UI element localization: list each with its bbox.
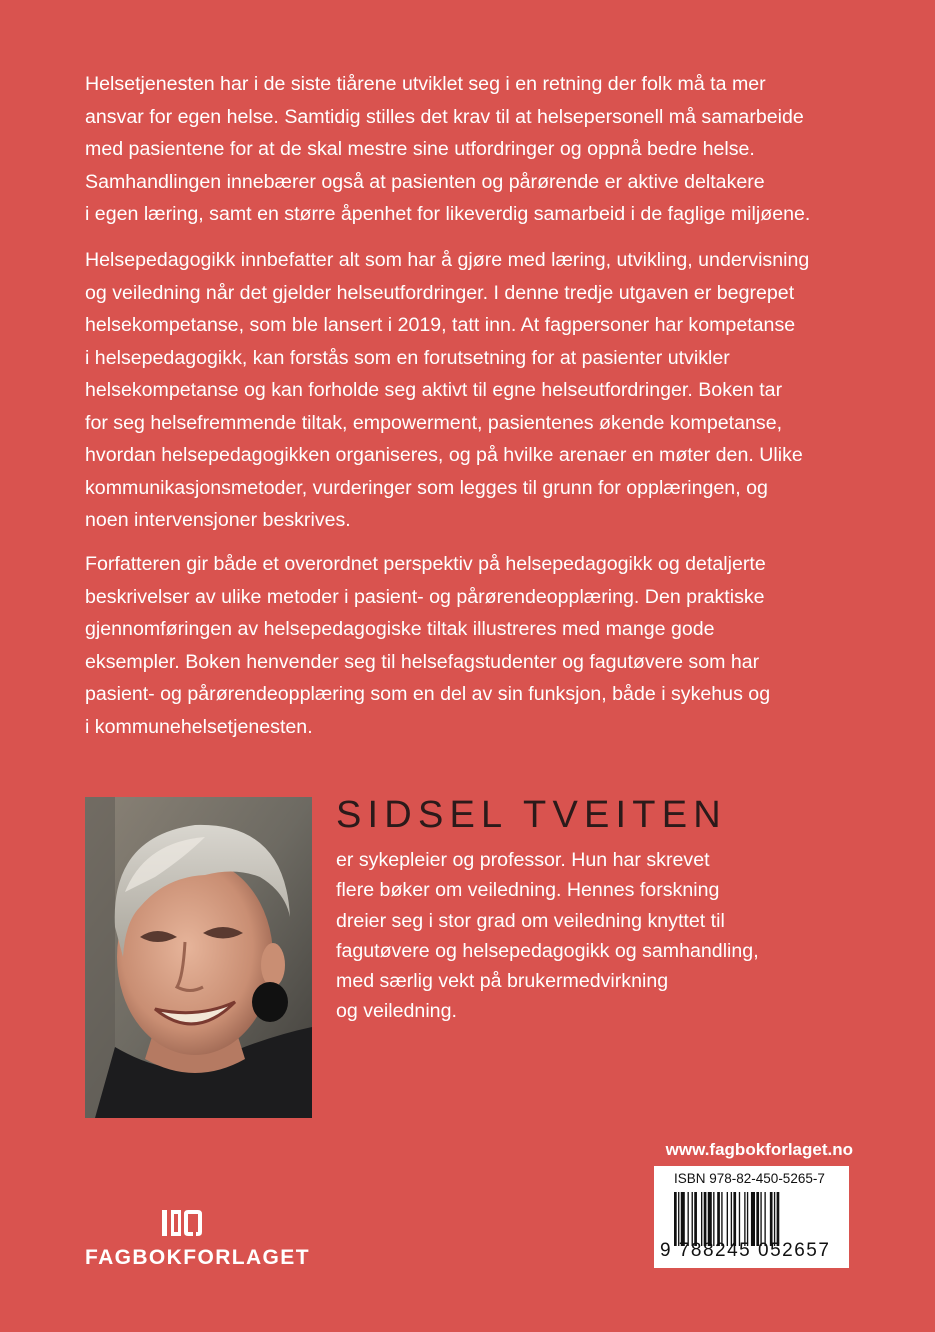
text-line: helsekompetanse og kan forholde seg aktivt til egne helseutfordringer. Boken tar <box>85 379 783 401</box>
publisher-logo-icon <box>161 1208 203 1238</box>
description-paragraph-3 <box>85 548 865 743</box>
barcode-bar <box>747 1192 748 1246</box>
barcode-digits: 9 788245 052657 <box>660 1240 831 1261</box>
author-name: SIDSEL TVEITEN <box>336 794 727 836</box>
barcode-bar <box>717 1192 720 1246</box>
barcode-bar <box>733 1192 736 1246</box>
bio-line: er sykepleier og professor. Hun har skrevet <box>336 849 710 871</box>
text-line: Forfatteren gir både et overordnet perspektiv på helsepedagogikk og detaljerte <box>85 553 766 575</box>
barcode-bar <box>678 1192 679 1246</box>
text-line: i kommunehelsetjenesten. <box>85 715 313 738</box>
bio-line: flere bøker om veiledning. Hennes forskning <box>336 879 720 902</box>
text-line: og veiledning når det gjelder helseutfordringer. I denne tredje utgaven er begrepet <box>85 281 795 304</box>
barcode-bar <box>681 1192 685 1246</box>
author-portrait-image <box>85 797 312 1118</box>
barcode-bar <box>777 1192 780 1246</box>
text-line: Helsetjenesten har i de siste tiårene utviklet seg i en retning der folk må ta mer <box>85 73 766 95</box>
text-line: ansvar for egen helse. Samtidig stilles det krav til at helsepersonell må samarbeide <box>85 105 804 128</box>
text-line: eksempler. Boken henvender seg til helsefagstudenter og fagutøvere som har <box>85 650 760 673</box>
publisher-url[interactable]: www.fagbokforlaget.no <box>665 1140 853 1159</box>
barcode-bar <box>713 1192 714 1246</box>
text-line: i egen læring, samt en større åpenhet for likeverdig samarbeid i de faglige miljøene. <box>85 203 811 225</box>
text-line: Samhandlingen innebærer også at pasienten og pårørende er aktive deltakere <box>85 170 765 193</box>
barcode-bar <box>774 1192 775 1246</box>
description-paragraph-1 <box>85 68 865 231</box>
barcode-bar <box>756 1192 759 1246</box>
text-line: helsekompetanse, som ble lansert i 2019, tatt inn. At fagpersoner har kompetanse <box>85 314 796 336</box>
isbn-label: ISBN 978-82-450-5265-7 <box>674 1171 825 1186</box>
text-line: i helsepedagogikk, kan forstås som en forutsetning for at pasienter utvikler <box>85 346 730 369</box>
description-paragraph-2 <box>85 244 865 537</box>
barcode-bars <box>674 1192 844 1246</box>
barcode-bar <box>692 1192 693 1246</box>
barcode-bar <box>731 1192 732 1246</box>
barcode-bar <box>708 1192 712 1246</box>
barcode-bar <box>770 1192 773 1246</box>
bio-line: fagutøvere og helsepedagogikk og samhandling, <box>336 939 759 962</box>
barcode-bar <box>744 1192 745 1246</box>
barcode-bar <box>721 1192 722 1246</box>
author-bio <box>336 845 759 1027</box>
text-line: kommunikasjonsmetoder, vurderinger som legges til grunn for opplæringen, og <box>85 476 768 499</box>
barcode-bar <box>704 1192 707 1246</box>
barcode-bar <box>764 1192 765 1246</box>
barcode-bar <box>674 1192 677 1246</box>
text-line: for seg helsefremmende tiltak, empowerment, pasientenes økende kompetanse, <box>85 411 783 434</box>
text-line: beskrivelser av ulike metoder i pasient- og pårørendeopplæring. Den praktiske <box>85 585 765 608</box>
text-line: med pasientene for at de skal mestre sine utfordringer og oppnå bedre helse. <box>85 138 755 160</box>
text-line: hvordan helsepedagogikken organiseres, og på hvilke arenaer en møter den. Ulike <box>85 444 803 466</box>
publisher-logo-text: FAGBOKFORLAGET <box>85 1246 310 1269</box>
barcode-bar <box>727 1192 728 1246</box>
barcode-bar <box>739 1192 740 1246</box>
author-photo <box>85 797 312 1118</box>
text-line: noen intervensjoner beskrives. <box>85 509 351 531</box>
barcode-bar <box>688 1192 689 1246</box>
text-line: Helsepedagogikk innbefatter alt som har å gjøre med læring, utvikling, undervisning <box>85 249 810 271</box>
text-line: gjennomføringen av helsepedagogiske tiltak illustreres med mange gode <box>85 618 715 640</box>
barcode-bar <box>760 1192 761 1246</box>
barcode-bar <box>701 1192 702 1246</box>
barcode-bar <box>694 1192 697 1246</box>
isbn-barcode <box>654 1166 849 1268</box>
text-line: pasient- og pårørendeopplæring som en del av sin funksjon, både i sykehus og <box>85 683 771 705</box>
bio-line: dreier seg i stor grad om veiledning knyttet til <box>336 909 725 932</box>
bio-line: med særlig vekt på brukermedvirkning <box>336 970 669 993</box>
bio-line: og veiledning. <box>336 1000 457 1023</box>
barcode-bar <box>751 1192 755 1246</box>
